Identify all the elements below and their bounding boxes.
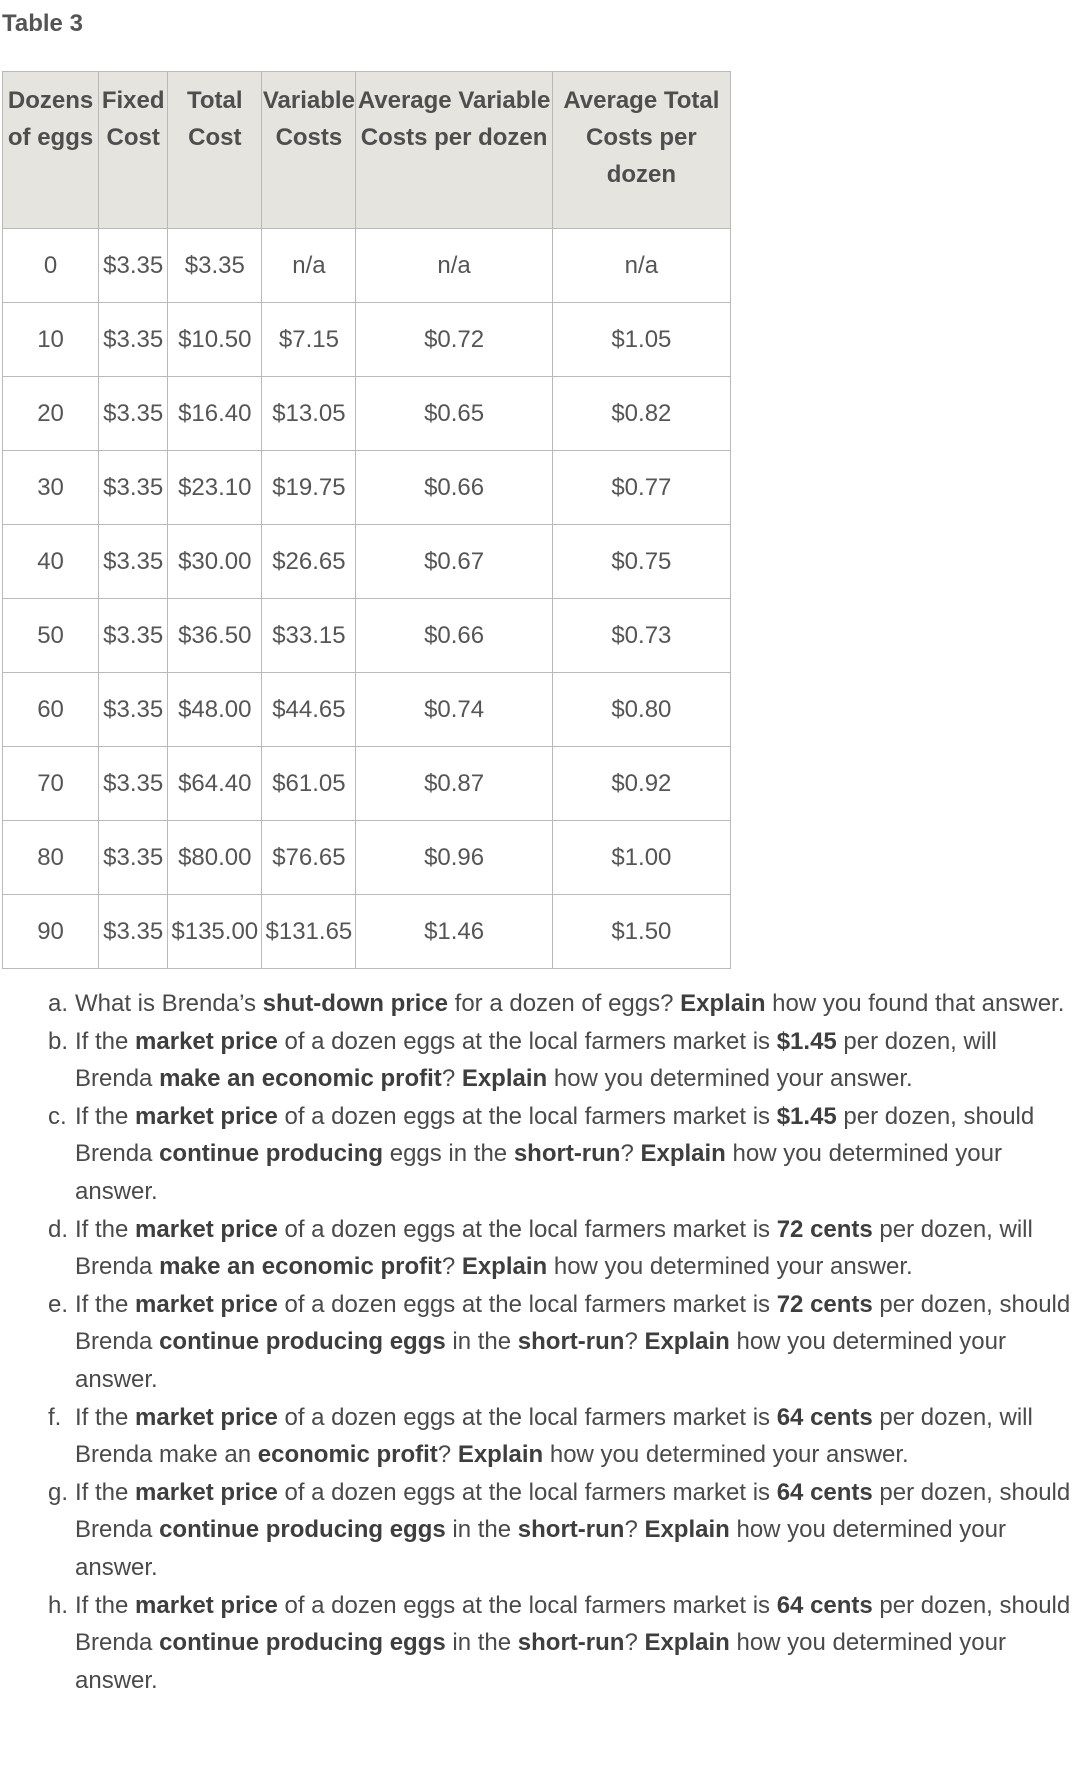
question-marker: b.: [48, 1027, 69, 1055]
header-avg-total-costs: Average Total Costs per dozen: [552, 72, 730, 229]
table-row: [3, 377, 731, 451]
cell-dozens: 20: [3, 377, 99, 451]
table-row: [3, 599, 731, 673]
header-total-cost: Total Cost: [168, 72, 262, 229]
cost-table: [2, 71, 731, 969]
question-segment: If the: [75, 1215, 136, 1243]
table-row: [3, 229, 731, 303]
cell-avg-total-cost: $0.82: [552, 377, 730, 451]
question-item: [48, 1474, 1078, 1587]
cell-total-cost: $16.40: [168, 377, 262, 451]
table-row: [3, 747, 731, 821]
question-item: [48, 1286, 1078, 1399]
question-segment: ?: [441, 1065, 462, 1093]
cell-dozens: 30: [3, 451, 99, 525]
question-emphasis: market price: [135, 1591, 278, 1619]
cell-total-cost: $3.35: [168, 229, 262, 303]
question-emphasis: market price: [135, 1403, 278, 1431]
question-segment: per dozen, should Brenda: [75, 1591, 1071, 1657]
question-emphasis: Explain: [461, 1253, 548, 1281]
question-emphasis: make an economic profit: [159, 1065, 442, 1093]
question-item: [48, 985, 1078, 1023]
cell-dozens: 90: [3, 895, 99, 969]
header-fixed-cost: Fixed Cost: [99, 72, 168, 229]
cell-avg-variable-cost: $1.46: [356, 895, 552, 969]
question-text: [75, 1286, 1078, 1399]
question-emphasis: continue producing eggs: [159, 1516, 446, 1544]
question-segment: per dozen, should Brenda: [75, 1102, 1035, 1168]
question-emphasis: Explain: [644, 1328, 730, 1356]
question-list: [48, 985, 1078, 1699]
cell-avg-variable-cost: $0.96: [356, 821, 552, 895]
question-text: [75, 1211, 1078, 1286]
question-emphasis: 64 cents: [776, 1478, 873, 1506]
cell-avg-variable-cost: $0.66: [356, 599, 552, 673]
question-emphasis: market price: [135, 1478, 278, 1506]
cell-total-cost: $23.10: [168, 451, 262, 525]
question-emphasis: short-run: [517, 1629, 625, 1657]
question-text: [75, 1023, 1078, 1098]
question-emphasis: continue producing eggs: [159, 1328, 446, 1356]
question-segment: ?: [624, 1516, 645, 1544]
question-emphasis: Explain: [461, 1065, 548, 1093]
cell-avg-total-cost: $0.77: [552, 451, 730, 525]
cell-fixed-cost: $3.35: [99, 895, 168, 969]
question-emphasis: 64 cents: [776, 1591, 873, 1619]
cell-avg-total-cost: $0.92: [552, 747, 730, 821]
cell-variable-costs: $131.65: [262, 895, 356, 969]
cell-avg-variable-cost: $0.65: [356, 377, 552, 451]
question-marker: d.: [48, 1215, 69, 1243]
question-segment: for a dozen of eggs?: [447, 990, 681, 1017]
table-row: [3, 451, 731, 525]
header-dozens: Dozens of eggs: [3, 72, 99, 229]
question-emphasis: $1.45: [776, 1102, 837, 1130]
question-segment: If the: [75, 1403, 136, 1431]
question-emphasis: Explain: [680, 990, 766, 1017]
question-segment: how you determined your answer.: [543, 1441, 909, 1469]
question-emphasis: market price: [135, 1215, 278, 1243]
table-row: [3, 525, 731, 599]
question-emphasis: short-run: [517, 1328, 625, 1356]
question-segment: If the: [75, 1478, 136, 1506]
question-text: [75, 1399, 1078, 1474]
cell-avg-variable-cost: $0.72: [356, 303, 552, 377]
cell-avg-total-cost: $0.75: [552, 525, 730, 599]
cell-avg-total-cost: $1.50: [552, 895, 730, 969]
cell-variable-costs: $26.65: [262, 525, 356, 599]
cell-avg-variable-cost: $0.67: [356, 525, 552, 599]
question-segment: per dozen, should Brenda: [75, 1478, 1071, 1544]
question-segment: ?: [437, 1441, 458, 1469]
cell-fixed-cost: $3.35: [99, 303, 168, 377]
cell-total-cost: $36.50: [168, 599, 262, 673]
question-segment: of a dozen eggs at the local farmers market is: [277, 1027, 777, 1055]
question-emphasis: continue producing: [159, 1140, 384, 1168]
question-emphasis: 72 cents: [776, 1290, 873, 1318]
question-text: [75, 985, 1078, 1023]
question-segment: If the: [75, 1290, 136, 1318]
question-segment: in the: [445, 1328, 518, 1356]
question-emphasis: continue producing eggs: [159, 1629, 446, 1657]
cell-variable-costs: $19.75: [262, 451, 356, 525]
question-marker: g.: [48, 1478, 69, 1506]
cell-fixed-cost: $3.35: [99, 377, 168, 451]
question-segment: how you determined your answer.: [75, 1629, 1006, 1694]
question-segment: of a dozen eggs at the local farmers market is: [277, 1403, 777, 1431]
question-emphasis: market price: [135, 1290, 278, 1318]
question-segment: per dozen, should Brenda: [75, 1290, 1071, 1356]
cell-fixed-cost: $3.35: [99, 599, 168, 673]
question-text: [75, 1098, 1078, 1211]
cell-avg-variable-cost: $0.66: [356, 451, 552, 525]
question-marker: a.: [48, 990, 69, 1017]
question-segment: of a dozen eggs at the local farmers market is: [277, 1215, 777, 1243]
question-segment: in the: [445, 1629, 518, 1657]
cell-variable-costs: $61.05: [262, 747, 356, 821]
question-emphasis: make an economic profit: [159, 1253, 442, 1281]
cell-dozens: 80: [3, 821, 99, 895]
cell-dozens: 10: [3, 303, 99, 377]
table-row: [3, 895, 731, 969]
question-emphasis: Explain: [457, 1441, 544, 1469]
cell-total-cost: $135.00: [168, 895, 262, 969]
cell-total-cost: $80.00: [168, 821, 262, 895]
cell-dozens: 70: [3, 747, 99, 821]
question-marker: c.: [48, 1102, 67, 1130]
question-marker: h.: [48, 1591, 69, 1619]
cell-variable-costs: $76.65: [262, 821, 356, 895]
table-header-row: [3, 72, 731, 229]
cell-avg-variable-cost: n/a: [356, 229, 552, 303]
question-emphasis: shut-down price: [262, 990, 448, 1017]
cell-variable-costs: $7.15: [262, 303, 356, 377]
header-avg-variable-costs: Average Variable Costs per dozen: [356, 72, 552, 229]
cell-fixed-cost: $3.35: [99, 821, 168, 895]
cell-avg-variable-cost: $0.87: [356, 747, 552, 821]
question-segment: If the: [75, 1102, 136, 1130]
question-emphasis: Explain: [644, 1629, 730, 1657]
question-item: [48, 1098, 1078, 1211]
cell-avg-total-cost: $1.00: [552, 821, 730, 895]
cell-fixed-cost: $3.35: [99, 747, 168, 821]
question-segment: how you determined your answer.: [547, 1065, 913, 1093]
question-text: [75, 1587, 1078, 1700]
cell-variable-costs: $44.65: [262, 673, 356, 747]
question-segment: If the: [75, 1027, 136, 1055]
cell-avg-total-cost: n/a: [552, 229, 730, 303]
question-segment: What is Brenda’s: [75, 990, 263, 1017]
cell-fixed-cost: $3.35: [99, 525, 168, 599]
cell-fixed-cost: $3.35: [99, 673, 168, 747]
cell-dozens: 40: [3, 525, 99, 599]
question-emphasis: $1.45: [776, 1027, 837, 1055]
header-variable-costs: Variable Costs: [262, 72, 356, 229]
cell-dozens: 50: [3, 599, 99, 673]
question-text: [75, 1474, 1078, 1587]
question-item: [48, 1399, 1078, 1474]
question-segment: of a dozen eggs at the local farmers market is: [277, 1478, 777, 1506]
question-segment: per dozen, will Brenda: [75, 1215, 1033, 1281]
table-row: [3, 673, 731, 747]
question-emphasis: Explain: [644, 1516, 730, 1544]
cell-total-cost: $30.00: [168, 525, 262, 599]
question-segment: of a dozen eggs at the local farmers market is: [277, 1591, 777, 1619]
question-segment: ?: [624, 1629, 645, 1657]
question-segment: per dozen, will Brenda make an: [75, 1403, 1033, 1469]
table-row: [3, 303, 731, 377]
cell-avg-total-cost: $1.05: [552, 303, 730, 377]
cell-avg-variable-cost: $0.74: [356, 673, 552, 747]
question-emphasis: economic profit: [257, 1441, 438, 1469]
question-segment: of a dozen eggs at the local farmers market is: [277, 1290, 777, 1318]
cell-variable-costs: $33.15: [262, 599, 356, 673]
question-emphasis: 64 cents: [776, 1403, 873, 1431]
question-emphasis: 72 cents: [776, 1215, 873, 1243]
question-segment: ?: [441, 1253, 462, 1281]
cell-avg-total-cost: $0.73: [552, 599, 730, 673]
table-caption: Table 3: [2, 10, 83, 37]
table-row: [3, 821, 731, 895]
question-marker: e.: [48, 1290, 69, 1318]
cell-total-cost: $48.00: [168, 673, 262, 747]
question-segment: how you determined your answer.: [75, 1516, 1006, 1581]
question-segment: how you determined your answer.: [547, 1253, 913, 1281]
cell-total-cost: $64.40: [168, 747, 262, 821]
cell-dozens: 60: [3, 673, 99, 747]
question-emphasis: short-run: [513, 1140, 621, 1168]
question-segment: how you determined your answer.: [75, 1328, 1006, 1393]
question-segment: how you determined your answer.: [75, 1140, 1002, 1205]
question-item: [48, 1023, 1078, 1098]
question-segment: If the: [75, 1591, 136, 1619]
question-item: [48, 1587, 1078, 1700]
question-marker: f.: [48, 1403, 62, 1431]
question-emphasis: market price: [135, 1027, 278, 1055]
question-segment: ?: [624, 1328, 645, 1356]
cell-fixed-cost: $3.35: [99, 451, 168, 525]
cell-avg-total-cost: $0.80: [552, 673, 730, 747]
cell-dozens: 0: [3, 229, 99, 303]
cell-fixed-cost: $3.35: [99, 229, 168, 303]
question-segment: ?: [620, 1140, 641, 1168]
question-emphasis: market price: [135, 1102, 278, 1130]
question-item: [48, 1211, 1078, 1286]
question-segment: per dozen, will Brenda: [75, 1027, 997, 1093]
question-emphasis: Explain: [640, 1140, 726, 1168]
question-segment: how you found that answer.: [765, 990, 1065, 1017]
cell-variable-costs: n/a: [262, 229, 356, 303]
question-segment: eggs in the: [383, 1140, 514, 1168]
question-segment: in the: [445, 1516, 518, 1544]
question-emphasis: short-run: [517, 1516, 625, 1544]
cell-variable-costs: $13.05: [262, 377, 356, 451]
question-segment: of a dozen eggs at the local farmers market is: [277, 1102, 777, 1130]
cell-total-cost: $10.50: [168, 303, 262, 377]
